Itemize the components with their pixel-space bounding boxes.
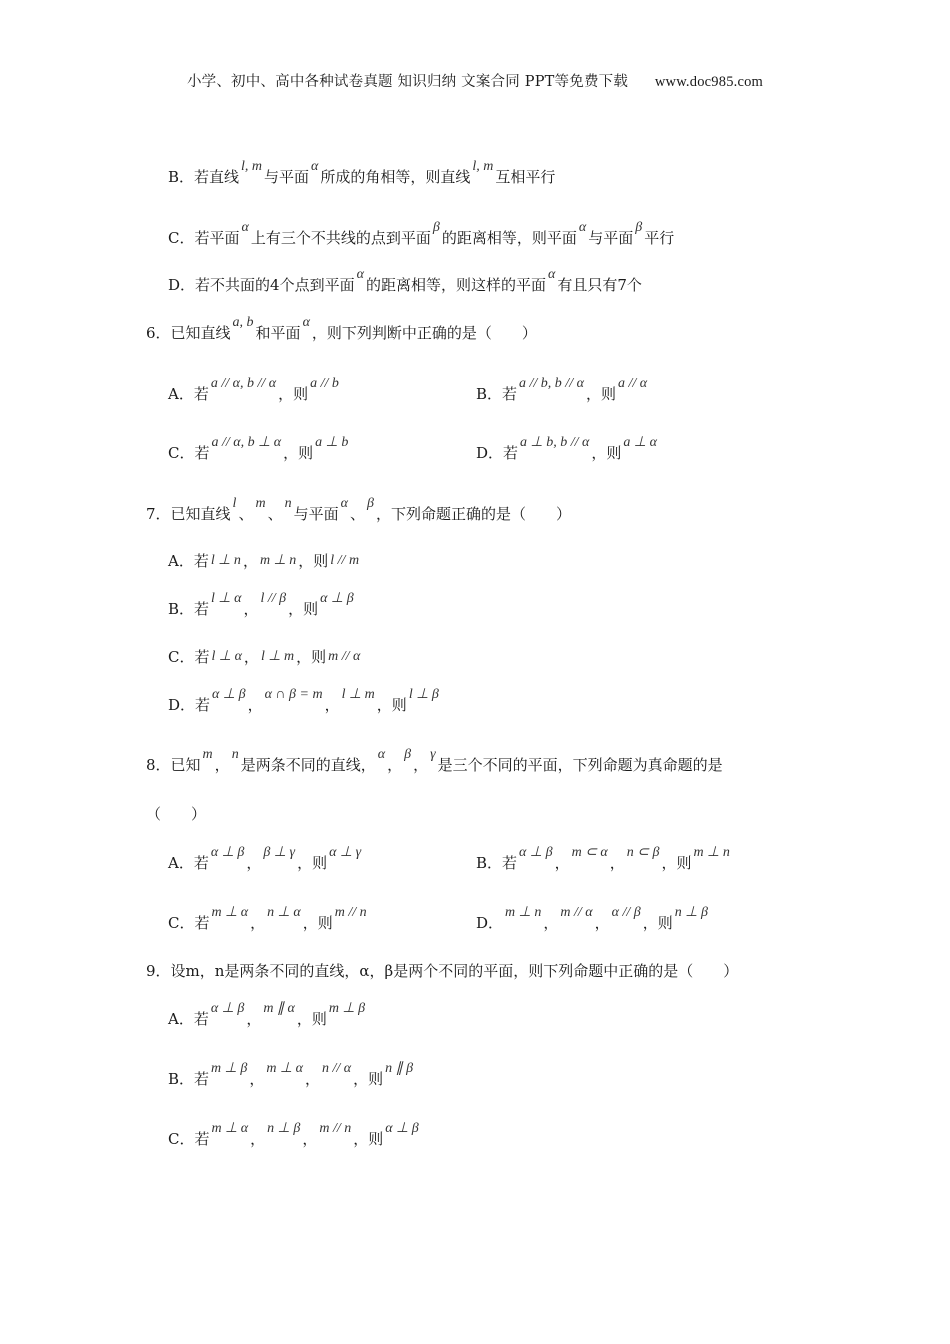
q9-stem: 9．设m，n是两条不同的直线，α，β是两个不同的平面，则下列命题中正确的是（ ） — [146, 962, 739, 980]
q7-option-d: D．若α ⊥ β，α ∩ β = m，l ⊥ m，则l ⊥ β — [168, 687, 439, 714]
q7-stem: 7．已知直线l、m、n与平面α、β，下列命题正确的是（ ） — [146, 496, 571, 523]
q7-option-c: C．若 l ⊥ α ， l ⊥ m ，则 m // α — [168, 648, 361, 666]
header-text: 小学、初中、高中各种试卷真题 知识归纳 文案合同 PPT等免费下载 — [186, 74, 629, 90]
q6-stem: 6．已知直线a, b和平面α，则下列判断中正确的是（ ） — [146, 315, 537, 342]
q6-option-b: B．若a // b, b // α，则a // α — [476, 376, 648, 403]
header-url: www.doc985.com — [654, 74, 764, 90]
q5-option-d: D．若不共面的4个点到平面α的距离相等，则这样的平面α有且只有7个 — [168, 267, 642, 294]
q8-option-b: B．若α ⊥ β，m ⊂ α，n ⊂ β，则m ⊥ n — [476, 845, 730, 872]
q7-option-a: A．若 l ⊥ n ， m ⊥ n ，则 l // m — [168, 552, 360, 570]
q8-option-c: C．若m ⊥ α，n ⊥ α，则m // n — [168, 905, 367, 932]
q8-option-a: A．若α ⊥ β，β ⊥ γ，则α ⊥ γ — [168, 845, 362, 872]
q7-option-b: B．若l ⊥ α，l // β，则α ⊥ β — [168, 591, 354, 618]
page-header — [0, 70, 950, 91]
q6-option-d: D．若a ⊥ b, b // α，则a ⊥ α — [476, 435, 657, 462]
q5-option-c: C．若平面α上有三个不共线的点到平面β的距离相等，则平面α与平面β平行 — [168, 220, 675, 247]
q6-option-c: C．若a // α, b ⊥ α，则a ⊥ b — [168, 435, 349, 462]
q5-option-b: B．若直线l, m与平面α所成的角相等，则直线l, m互相平行 — [168, 159, 556, 186]
q9-option-c: C．若m ⊥ α，n ⊥ β，m // n，则α ⊥ β — [168, 1121, 419, 1148]
q8-option-d: D．m ⊥ n，m // α，α // β，则n ⊥ β — [476, 905, 708, 932]
q9-option-b: B．若m ⊥ β，m ⊥ α，n // α，则n ∥ β — [168, 1061, 414, 1088]
q9-option-a: A．若α ⊥ β，m ∥ α，则m ⊥ β — [168, 1001, 366, 1028]
q8-stem: 8．已知m，n是两条不同的直线，α，β，γ是三个不同的平面，下列命题为真命题的是 — [146, 747, 723, 774]
q8-answer-paren: （ ） — [146, 805, 207, 823]
q6-option-a: A．若a // α, b // α，则a // b — [168, 376, 339, 403]
